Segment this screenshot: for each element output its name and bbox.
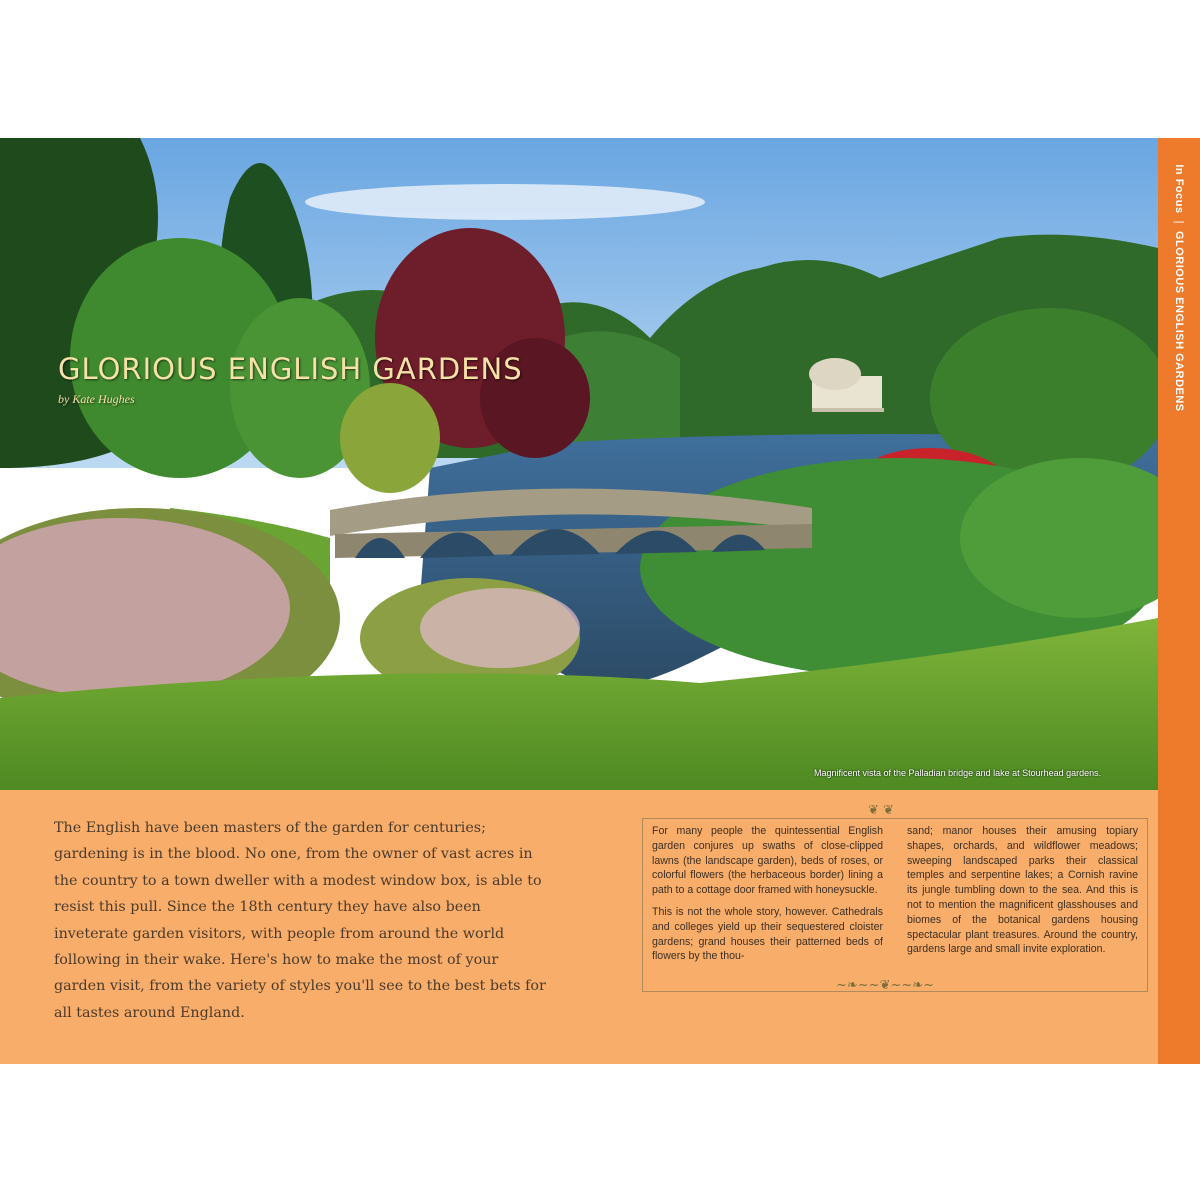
garden-photo (0, 138, 1158, 790)
stourhead-landscape-image (0, 138, 1158, 790)
sidebar-paragraph: This is not the whole story, however. Cathedrals and colleges yield up their sequestered cloister gardens; grand houses their patterned beds of flowers by the thou- (652, 905, 883, 963)
article-title: GLORIOUS ENGLISH GARDENS (58, 352, 523, 386)
intro-text (54, 815, 554, 1026)
sidebar-column-2 (907, 824, 1138, 971)
ornament-top-icon: ❦ ❦ (868, 803, 894, 818)
section-name: In Focus (1173, 164, 1185, 214)
ornament-bottom-icon: ~❧~~❦~~❧~ (836, 978, 935, 993)
section-band-label (1158, 138, 1200, 438)
sidebar-text (652, 824, 1138, 971)
article-byline: by Kate Hughes (58, 392, 135, 406)
sidebar-paragraph: For many people the quintessential English garden conjures up swaths of close-clipped lawns (the landscape garden), beds of roses, or colorful flowers (the herbaceous border) lining a path to a cottage door framed with honeysuckle. (652, 825, 883, 897)
sidebar-paragraph: sand; manor houses their amusing topiary shapes, orchards, and wildflower meadows; sweeping landscaped parks their classical temples and serpentine lakes; a Cornish ravine its jungle tumbling down to the sea. And this is not to mention the magnificent glasshouses and biomes of the botanical gardens housing spectacular plant treasures. Around the country, gardens large and small invite exploration. (907, 825, 1138, 956)
sidebar-column-1 (652, 824, 883, 971)
photo-caption: Magnificent vista of the Palladian bridge and lake at Stourhead gardens. (814, 768, 1102, 778)
intro-paragraph: The English have been masters of the garden for centuries; gardening is in the blood. No one, from the owner of vast acres in the country to a town dweller with a modest window box, is able to resist this pull. Since the 18th century they have also been inveterate garden visitors, with people from around the world following in their wake. Here's how to make the most of your garden visit, from the variety of styles you'll see to the best bets for all tastes around England. (54, 820, 546, 1021)
section-separator: | (1173, 220, 1185, 224)
section-topic: GLORIOUS ENGLISH GARDENS (1173, 230, 1185, 412)
